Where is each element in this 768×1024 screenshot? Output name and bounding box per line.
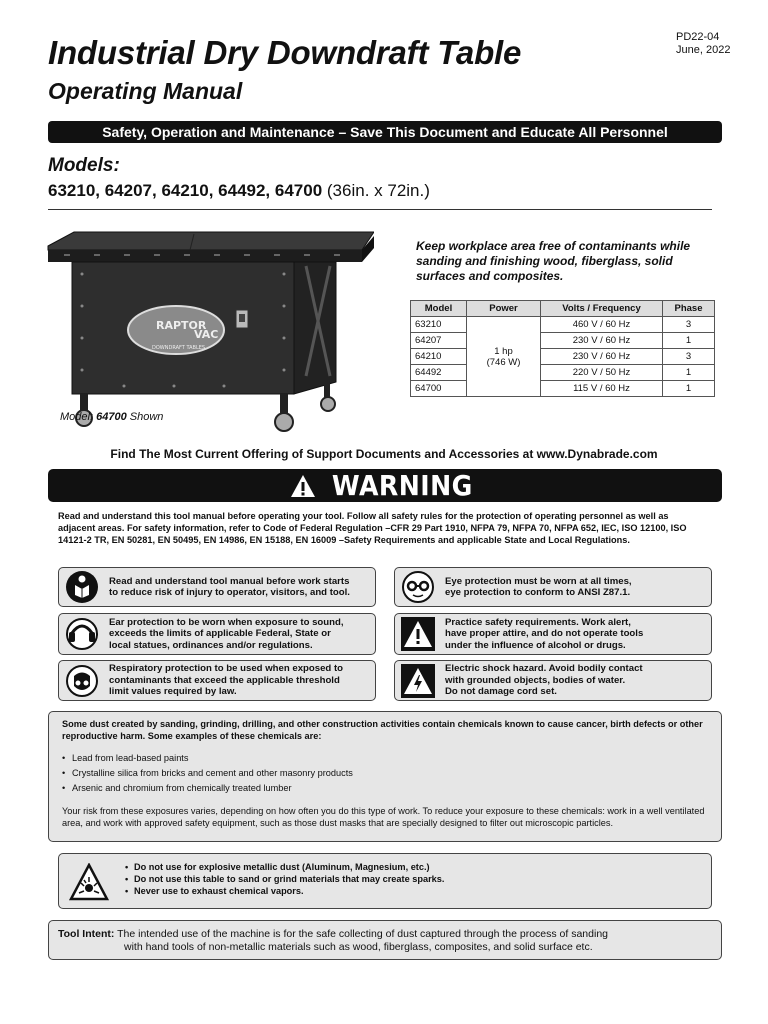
logo-text-raptor: RAPTOR	[156, 319, 207, 332]
electric-shock-notice	[394, 660, 712, 701]
workplace-note: Keep workplace area free of contaminants while sanding and finishing wood, fiberglass, solid surfaces and composites.	[416, 239, 691, 283]
list-item: • Do not use for explosive metallic dust (Aluminum, Magnesium, etc.)	[125, 861, 444, 873]
explosive-dust-list	[125, 861, 444, 897]
list-item: • Arsenic and chromium from chemically treated lumber	[62, 781, 709, 796]
table-row	[411, 317, 715, 333]
model-shown-caption: Model: 64700 Shown	[60, 411, 164, 423]
cell-volts: 230 V / 60 Hz	[541, 349, 663, 365]
table-row	[411, 365, 715, 381]
header-power: Power	[467, 301, 541, 317]
electric-shock-text: Electric shock hazard. Avoid bodily contact with grounded objects, bodies of water. Do not damage cord set.	[445, 663, 643, 698]
page-title: Industrial Dry Downdraft Table	[48, 34, 522, 71]
list-item: • Crystalline silica from bricks and cement and other masonry products	[62, 766, 709, 781]
models-label: Models:	[48, 155, 120, 176]
ear-protection-icon	[65, 617, 99, 651]
safety-glasses-icon	[401, 570, 435, 604]
cell-volts: 115 V / 60 Hz	[541, 381, 663, 397]
safety-banner: Safety, Operation and Maintenance – Save This Document and Educate All Personnel	[48, 121, 722, 143]
read-manual-text: Read and understand tool manual before work starts to reduce risk of injury to operator, visitors, and tool.	[109, 575, 350, 598]
cell-model: 63210	[411, 317, 467, 333]
alert-triangle-icon	[401, 617, 435, 651]
cell-phase: 1	[663, 365, 715, 381]
ear-protection-text: Ear protection to be worn when exposure to sound, exceeds the limits of applicable Federal, State or local statues, ordinances and/or regulations.	[109, 616, 344, 651]
warning-label: WARNING	[331, 469, 473, 502]
page-subtitle: Operating Manual	[48, 78, 243, 104]
model-numbers: 63210, 64207, 64210, 64492, 64700	[48, 181, 323, 200]
table-row	[411, 349, 715, 365]
spec-table	[410, 300, 715, 397]
eye-protection-notice	[394, 567, 712, 607]
table-row	[411, 381, 715, 397]
explosive-dust-box	[58, 853, 712, 909]
tool-intent-line-2: with hand tools of non-metallic materials such as wood, fiberglass, composites, and solid surface etc.	[124, 941, 593, 953]
respirator-icon	[65, 664, 99, 698]
divider	[48, 209, 712, 210]
spec-table-header-row	[411, 301, 715, 317]
cell-model: 64207	[411, 333, 467, 349]
warning-intro: Read and understand this tool manual before operating your tool. Follow all safety rules for the protection of operating personnel as well as adjacent areas. For safety information, refer to Code of Federal Regulation –CFR 29 Part 1910, NFPA 79, NFPA 70, NFPA 652, IEC, ISO 12100, ISO 14121-2 TR, EN 50281, EN 50495, EN 14986, EN 15188, EN 16009 –Safety Requirements and applicable State and Local Regulations.	[58, 511, 687, 545]
cell-phase: 1	[663, 333, 715, 349]
support-link-text: Find The Most Current Offering of Support Documents and Accessories at www.Dynabrade.com	[110, 447, 658, 461]
list-item: • Never use to exhaust chemical vapors.	[125, 885, 444, 897]
list-item: • Do not use this table to sand or grind materials that may create sparks.	[125, 873, 444, 885]
cell-power: 1 hp (746 W)	[467, 317, 541, 397]
cell-phase: 3	[663, 317, 715, 333]
exposure-risk-text: Your risk from these exposures varies, depending on how often you do this type of work. To reduce your exposure to these chemicals: work in a well ventilated area, and work with approved safety equipment, such as those dust masks that are specially designed to filter out microscopic particles.	[62, 806, 705, 828]
respiratory-protection-notice	[58, 660, 376, 701]
read-manual-icon	[65, 570, 99, 604]
eye-protection-text: Eye protection must be worn at all times, eye protection to conform to ANSI Z87.1.	[445, 575, 632, 598]
tool-intent-label: Tool Intent:	[58, 928, 115, 940]
cell-model: 64700	[411, 381, 467, 397]
document-number: PD22-04	[676, 31, 720, 43]
header-phase: Phase	[663, 301, 715, 317]
models-list	[48, 181, 430, 201]
cell-volts: 230 V / 60 Hz	[541, 333, 663, 349]
warning-banner	[48, 469, 722, 502]
safety-alert-text: Practice safety requirements. Work alert, have proper attire, and do not operate tools under the influence of alcohol or drugs.	[445, 616, 644, 651]
logo-text-tagline: DOWNDRAFT TABLES	[152, 345, 206, 351]
document-code	[676, 31, 746, 57]
downdraft-table-image	[44, 226, 374, 436]
ear-protection-notice	[58, 613, 376, 655]
cell-model: 64492	[411, 365, 467, 381]
explosion-hazard-icon	[69, 863, 109, 901]
cancer-warning-box	[48, 711, 722, 842]
cell-volts: 460 V / 60 Hz	[541, 317, 663, 333]
table-row	[411, 333, 715, 349]
header-volts: Volts / Frequency	[541, 301, 663, 317]
chemical-list	[62, 751, 709, 796]
safety-alert-notice	[394, 613, 712, 655]
header-model: Model	[411, 301, 467, 317]
document-date: June, 2022	[676, 44, 731, 56]
model-shown-number: 64700	[96, 411, 127, 423]
cell-model: 64210	[411, 349, 467, 365]
tool-intent-line-1: Tool Intent: The intended use of the machine is for the safe collecting of dust captured through the process of sanding	[58, 928, 608, 940]
read-manual-notice	[58, 567, 376, 607]
logo-text-vac: VAC	[194, 328, 219, 341]
model-size: (36in. x 72in.)	[326, 181, 430, 200]
cell-phase: 3	[663, 349, 715, 365]
list-item: • Lead from lead-based paints	[62, 751, 709, 766]
cell-volts: 220 V / 50 Hz	[541, 365, 663, 381]
warning-triangle-icon	[290, 474, 316, 498]
tool-intent-box	[48, 920, 722, 960]
electric-shock-icon	[401, 664, 435, 698]
cancer-warning-lead: Some dust created by sanding, grinding, drilling, and other construction activities contain chemicals known to cause cancer, birth defects or other reproductive harm. Some examples of these chemicals are:	[62, 719, 703, 741]
respiratory-protection-text: Respiratory protection to be used when exposed to contaminants that exceed the applicable threshold limit values required by law.	[109, 663, 344, 698]
cell-phase: 1	[663, 381, 715, 397]
